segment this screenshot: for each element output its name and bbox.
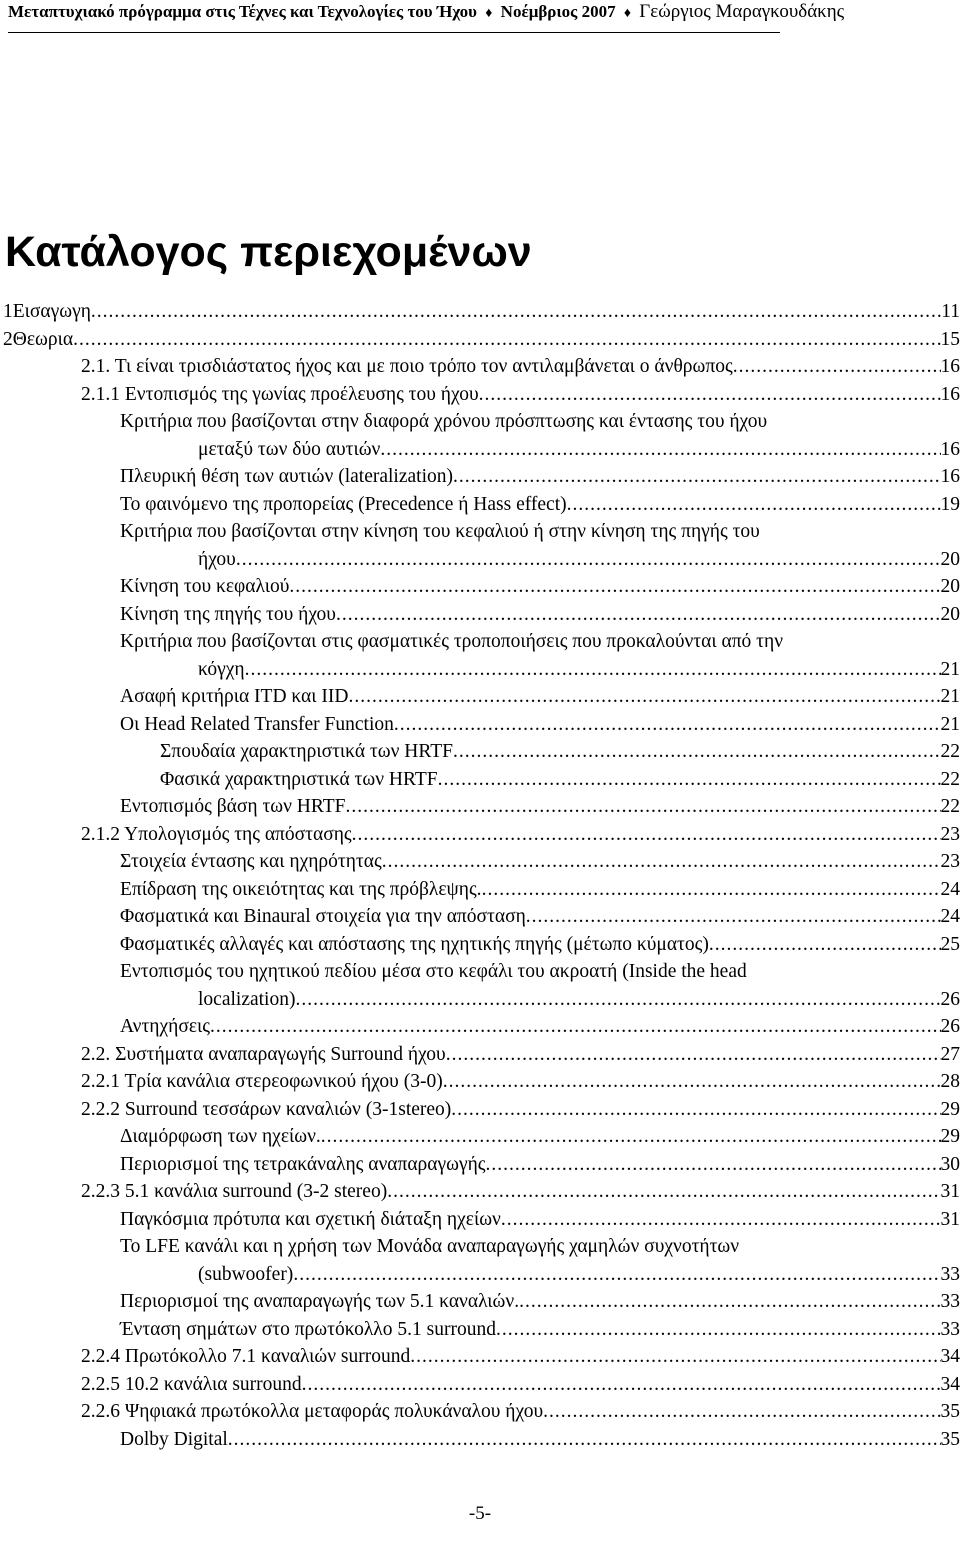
header-separator-diamond: ♦ [485, 6, 493, 21]
toc-entry-text: 2.2.6 Ψηφιακά πρωτόκολλα μεταφοράς πολυκάναλου ήχου [81, 1401, 544, 1422]
toc-leader-dots [302, 1371, 941, 1399]
toc-leader-dots [236, 546, 941, 574]
toc-page-number: 23 [940, 823, 960, 845]
toc-entry[interactable] [0, 1096, 960, 1124]
toc-page-number: 24 [940, 906, 960, 927]
toc-leader-dots [709, 931, 941, 959]
toc-entry[interactable] [0, 1426, 960, 1454]
toc-entry-text: Dolby Digital [120, 1428, 228, 1450]
toc-page-number: 26 [940, 988, 960, 1010]
toc-leader-dots [733, 353, 941, 381]
toc-leader-dots [293, 1261, 940, 1289]
toc-page-number: 29 [940, 1098, 960, 1120]
toc-page-number: 21 [940, 686, 960, 707]
toc-entry[interactable] [0, 793, 960, 821]
toc-entry-text: 2.2.1 Τρία κανάλια στερεοφωνικού ήχου (3-0) [81, 1071, 443, 1092]
toc-page-number: 35 [940, 1401, 960, 1422]
toc-entry[interactable] [0, 463, 960, 491]
toc-leader-dots [451, 1096, 940, 1124]
toc-entry-text: Αντηχήσεις [120, 1016, 211, 1037]
toc-entry-text: 1Εισαγωγη [3, 301, 91, 322]
toc-entry-text: Ένταση σημάτων στο πρωτόκολλο 5.1 surround [120, 1318, 496, 1340]
toc-page-number: 33 [940, 1291, 960, 1312]
toc-page-number: 16 [940, 466, 960, 487]
toc-page-number: 33 [940, 1318, 960, 1340]
toc-entry[interactable] [0, 1233, 960, 1288]
toc-page-number: 28 [940, 1071, 960, 1092]
toc-entry[interactable] [0, 1343, 960, 1371]
toc-page-number: 26 [940, 1016, 960, 1037]
toc-page-number: 29 [940, 1126, 960, 1147]
toc-leader-dots [443, 1068, 941, 1096]
toc-entry[interactable] [0, 1316, 960, 1344]
toc-entry[interactable] [0, 298, 960, 326]
toc-page-number: 25 [940, 933, 960, 955]
toc-entry-text-continued: μεταξύ των δύο αυτιών [198, 438, 381, 460]
toc-entry-text: Ασαφή κριτήρια ITD και IID [120, 686, 349, 707]
toc-page-number: 19 [940, 493, 960, 515]
toc-entry[interactable] [0, 1398, 960, 1426]
toc-leader-dots [289, 573, 940, 601]
header-program: Μεταπτυχιακό πρόγραμμα στις Τέχνες και Τεχνολογίες του Ήχου [8, 2, 478, 21]
toc-entry-text: Στοιχεία έντασης και ηχηρότητας [120, 851, 382, 872]
toc-entry-text: Οι Head Related Transfer Function [120, 713, 394, 735]
toc-leader-dots [394, 711, 941, 739]
toc-leader-dots [210, 1013, 940, 1041]
toc-page-number: 15 [940, 328, 960, 350]
toc-entry[interactable] [0, 408, 960, 463]
toc-entry-text: Κίνηση του κεφαλιού [120, 576, 290, 597]
toc-leader-dots [345, 793, 940, 821]
toc-entry-text-continued: (subwoofer) [198, 1263, 294, 1285]
toc-entry[interactable] [0, 518, 960, 573]
page-number: -5- [468, 1503, 492, 1524]
toc-entry[interactable] [0, 573, 960, 601]
toc-entry[interactable] [0, 1371, 960, 1399]
toc-entry-text: Το φαινόμενο της προπορείας (Precedence ή Hass effect) [120, 493, 567, 515]
toc-leader-dots [453, 738, 941, 766]
toc-leader-dots [382, 848, 941, 876]
header-separator-diamond: ♦ [623, 6, 632, 21]
toc-page-number: 31 [940, 1181, 960, 1202]
toc-entry-text: Περιορισμοί της τετρακάναλης αναπαραγωγής [120, 1153, 486, 1175]
toc-entry-text: Πλευρική θέση των αυτιών (lateralization) [120, 466, 453, 487]
toc-leader-dots [519, 1288, 940, 1316]
toc-leader-dots [228, 1426, 941, 1454]
toc-entry-text-continued: localization) [198, 988, 296, 1010]
toc-entry-text: Φασικά χαρακτηριστικά των HRTF [160, 768, 438, 790]
toc-leader-dots [387, 1178, 940, 1206]
toc-entry-text: 2.2.2 Surround τεσσάρων καναλιών (3-1stereo) [81, 1098, 452, 1120]
toc-entry-text: Σπουδαία χαρακτηριστικά των HRTF [160, 741, 453, 762]
toc-page-number: 20 [940, 603, 960, 625]
toc-entry-text: 2.1.2 Υπολογισμός της απόστασης [81, 823, 352, 845]
toc-entry-text: Επίδραση της οικειότητας και της πρόβλεψης. [120, 878, 482, 900]
toc-page-number: 16 [940, 356, 960, 377]
toc-entry[interactable] [0, 1041, 960, 1069]
toc-entry[interactable] [0, 1288, 960, 1316]
toc-leader-dots [380, 436, 940, 464]
toc-leader-dots [410, 1343, 940, 1371]
toc-page-number: 35 [940, 1428, 960, 1450]
toc-entry[interactable] [0, 821, 960, 849]
toc-entry-text: 2.1. Τι είναι τρισδιάστατος ήχος και με ποιο τρόπο τον αντιλαμβάνεται ο άνθρωπος [81, 356, 733, 377]
toc-leader-dots [321, 1123, 941, 1151]
toc-leader-dots [245, 656, 941, 684]
toc-entry[interactable] [0, 628, 960, 683]
toc-page-number: 24 [940, 878, 960, 900]
toc-leader-dots [567, 491, 941, 519]
toc-page-number: 21 [940, 713, 960, 735]
toc-page-number: 34 [940, 1346, 960, 1367]
toc-entry-text: Διαμόρφωση των ηχείων. [120, 1126, 321, 1147]
toc-entry-text: Φασματικά και Binaural στοιχεία για την απόσταση [120, 906, 526, 927]
toc-page-number: 33 [940, 1263, 960, 1285]
toc-entry[interactable] [0, 601, 960, 629]
toc-leader-dots [295, 986, 940, 1014]
toc-leader-dots [485, 1151, 940, 1179]
toc-page-number: 16 [940, 438, 960, 460]
toc-page-number: 30 [940, 1153, 960, 1175]
toc-entry-text: 2Θεωρια [3, 328, 74, 350]
toc-entry[interactable] [0, 876, 960, 904]
header-author: Γεώργιος Μαραγκουδάκης [639, 1, 845, 22]
toc-entry-text: Περιορισμοί της αναπαραγωγής των 5.1 καναλιών. [120, 1291, 520, 1312]
toc-leader-dots [352, 821, 941, 849]
toc-leader-dots [543, 1398, 940, 1426]
toc-entry-text: Το LFE κανάλι και η χρήση των Μονάδα αναπαραγωγής χαμηλών συχνοτήτων [120, 1236, 740, 1257]
toc-page-number: 23 [940, 851, 960, 872]
toc-entry[interactable] [0, 1013, 960, 1041]
toc-entry[interactable] [0, 1068, 960, 1096]
toc-entry[interactable] [0, 491, 960, 519]
header-rule [8, 32, 780, 33]
toc-leader-dots [438, 766, 941, 794]
toc-entry[interactable] [0, 848, 960, 876]
toc-page-number: 31 [940, 1208, 960, 1230]
toc-entry-text: 2.2.4 Πρωτόκολλο 7.1 καναλιών surround [81, 1346, 411, 1367]
toc-entry[interactable] [0, 353, 960, 381]
toc-entry-text-continued: κόγχη [198, 658, 245, 680]
toc-leader-dots [479, 381, 941, 409]
header-date: Νοέμβριος 2007 [500, 2, 616, 21]
toc-entry[interactable] [0, 1178, 960, 1206]
toc-page-number: 22 [940, 796, 960, 817]
toc-leader-dots [348, 683, 940, 711]
toc-entry[interactable] [0, 326, 960, 354]
toc-entry-text: 2.1.1 Εντοπισμός της γωνίας προέλευσης του ήχου [81, 383, 479, 405]
toc-entry[interactable] [0, 1151, 960, 1179]
toc-entry[interactable] [0, 1123, 960, 1151]
toc-entry-text: Εντοπισμός του ηχητικού πεδίου μέσα στο κεφάλι του ακροατή (Inside the head [120, 961, 747, 982]
toc-entry[interactable] [0, 958, 960, 1013]
toc-page-number: 27 [940, 1043, 960, 1065]
toc-page-number: 16 [940, 383, 960, 405]
toc-leader-dots [91, 298, 941, 326]
toc-leader-dots [482, 876, 941, 904]
toc-entry-text: Κριτήρια που βασίζονται στην διαφορά χρόνου πρόσπτωσης και έντασης του ήχου [120, 411, 768, 432]
toc-leader-dots [501, 1206, 941, 1234]
toc-leader-dots [526, 903, 941, 931]
toc-entry-text: Κίνηση της πηγής του ήχου [120, 603, 336, 625]
running-header [8, 0, 953, 34]
toc-entry-text: Κριτήρια που βασίζονται στην κίνηση του κεφαλιού ή στην κίνηση της πηγής του [120, 521, 760, 542]
toc-leader-dots [446, 1041, 941, 1069]
toc-entry-text: Φασματικές αλλαγές και απόστασης της ηχητικής πηγής (μέτωπο κύματος) [120, 933, 709, 955]
toc-page-number: 20 [940, 576, 960, 597]
toc-entry[interactable] [0, 903, 960, 931]
toc-entry[interactable] [0, 931, 960, 959]
toc-entry[interactable] [0, 711, 960, 739]
toc-leader-dots [453, 463, 941, 491]
toc-leader-dots [73, 326, 940, 354]
toc-entry-text: Παγκόσμια πρότυπα και σχετική διάταξη ηχείων [120, 1208, 501, 1230]
toc-page-number: 22 [940, 741, 960, 762]
toc-entry[interactable] [0, 683, 960, 711]
toc-entry-text: 2.2. Συστήματα αναπαραγωγής Surround ήχου [81, 1043, 446, 1065]
table-of-contents [0, 298, 960, 1453]
toc-entry-text: Εντοπισμός βάση των HRTF [120, 796, 346, 817]
toc-entry[interactable] [0, 381, 960, 409]
toc-page-number: 34 [940, 1373, 960, 1395]
toc-leader-dots [496, 1316, 941, 1344]
toc-page-number: 11 [941, 301, 960, 322]
toc-entry[interactable] [0, 738, 960, 766]
toc-leader-dots [336, 601, 941, 629]
toc-entry[interactable] [0, 1206, 960, 1234]
toc-page-number: 22 [940, 768, 960, 790]
toc-entry-text: 2.2.3 5.1 κανάλια surround (3-2 stereo) [81, 1181, 388, 1202]
toc-page-number: 20 [940, 548, 960, 570]
toc-title: Κατάλογος περιεχομένων [5, 228, 532, 276]
toc-entry-text-continued: ήχου [198, 548, 236, 570]
toc-entry[interactable] [0, 766, 960, 794]
toc-entry-text: 2.2.5 10.2 κανάλια surround [81, 1373, 302, 1395]
toc-entry-text: Κριτήρια που βασίζονται στις φασματικές τροποποιήσεις που προκαλούνται από την [120, 631, 784, 652]
toc-page-number: 21 [940, 658, 960, 680]
